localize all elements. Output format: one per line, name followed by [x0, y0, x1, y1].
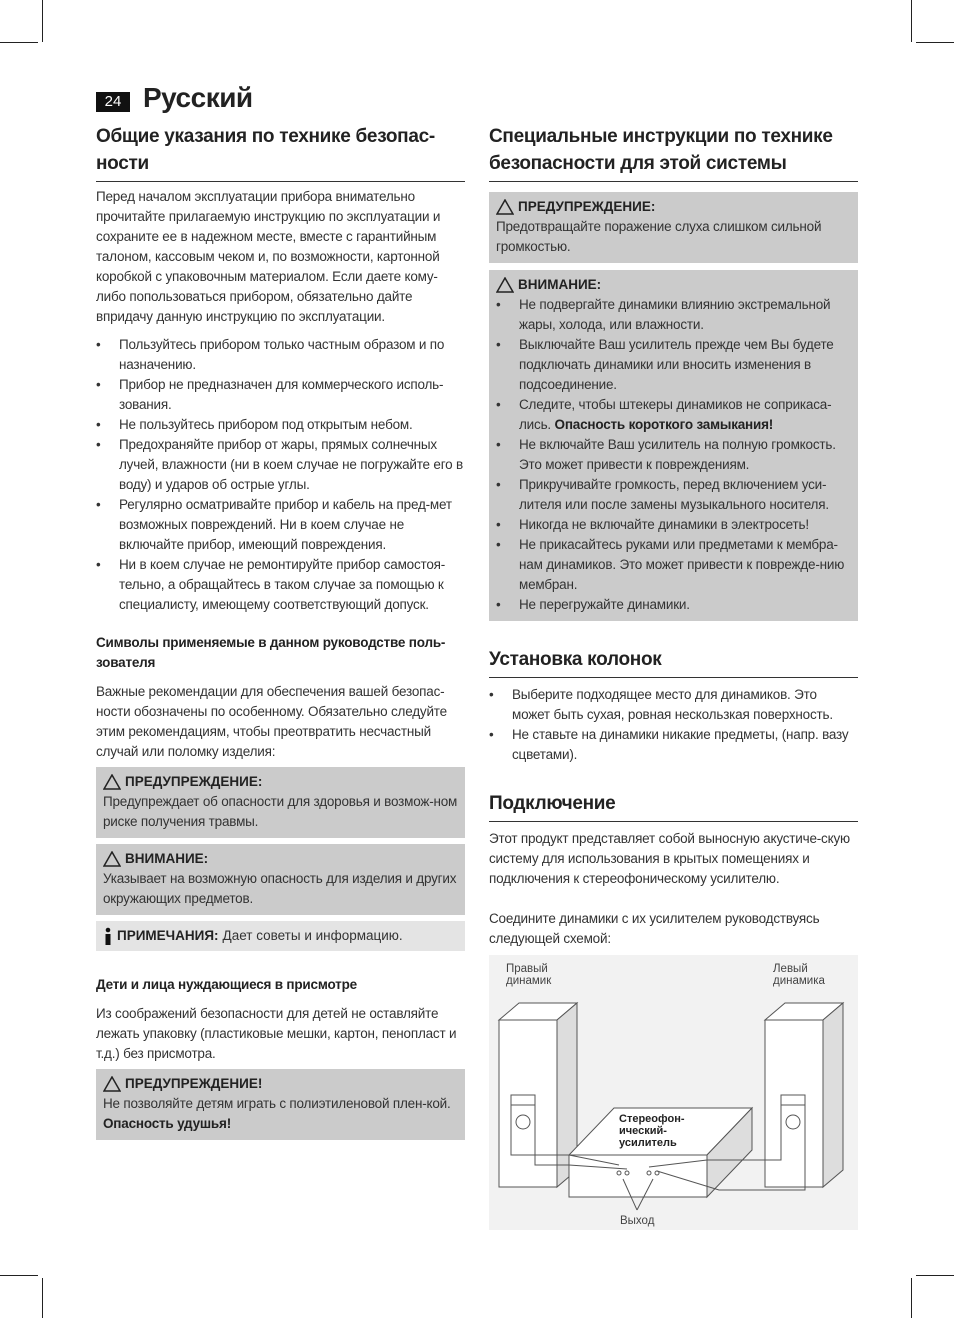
caution-triangle-icon: [496, 277, 514, 293]
crop-mark: [42, 0, 43, 42]
note-box: [96, 921, 465, 951]
caution-triangle-icon: [103, 851, 121, 867]
note-text: Дает советы и информацию.: [222, 928, 403, 943]
children-paragraph: Из соображений безопасности для детей не оставляйте лежать упаковку (пластиковые мешки, картон, пенопласт и т.д.) без присмотра.: [96, 1006, 457, 1061]
caution-box: [96, 844, 465, 915]
caution-text: Указывает на возможную опасность для изделия и других окружающих предметов.: [103, 871, 457, 906]
warning-box: [96, 767, 465, 838]
warning-triangle-icon: [103, 774, 121, 790]
children-warning-bold: Опасность удушья!: [103, 1116, 232, 1131]
children-warning-box: [96, 1069, 465, 1140]
output-label: Выход: [620, 1215, 655, 1227]
list-item: • Не перегружайте динамики.: [496, 595, 851, 615]
warning-triangle-icon: [496, 199, 514, 215]
list-item: • Прибор не предназначен для коммерческого исполь-зования.: [96, 375, 465, 415]
caution-title-text: ВНИМАНИЕ:: [125, 851, 209, 866]
list-item: • Регулярно осматривайте прибор и кабель на пред-мет возможных повреждений. Ни в коем случае не включайте прибор, имеющий повреждения.: [96, 495, 465, 555]
short-circuit-warning: Опасность короткого замыкания!: [554, 417, 774, 432]
note-title: [103, 926, 458, 946]
caution-title: [103, 849, 458, 869]
warning-title: [103, 772, 458, 792]
crop-mark: [911, 0, 912, 42]
children-warning-text: [103, 1094, 458, 1134]
children-warning-title: [103, 1074, 458, 1094]
warning-triangle-icon: [103, 1076, 121, 1092]
speaker-caution-box: [489, 270, 858, 621]
list-item: • Не пользуйтесь прибором под открытым небом.: [96, 415, 465, 435]
special-safety-title: Специальные инструкции по технике безопасности для этой системы: [489, 123, 858, 182]
connection-diagram: [489, 955, 858, 1230]
page-number: 24: [96, 92, 130, 112]
warning-text: Предупреждает об опасности для здоровья и возмож-ном риске получения травмы.: [103, 794, 458, 829]
symbols-heading: Символы применяемые в данном руководстве поль-зователя: [96, 635, 446, 670]
left-speaker-icon: [765, 1003, 843, 1187]
list-item: • Не прикасайтесь руками или предметами к мембра-нам динамиков. Это может привести к поврежде-нию мембран.: [496, 535, 851, 595]
list-item: • Ни в коем случае не ремонтируйте прибор самостоя-тельно, а обращайтесь в таком случае за помощью к специалисту, имеющему соответствующий допуск.: [96, 555, 465, 615]
install-title: Установка колонок: [489, 646, 858, 678]
list-item: • Прикручивайте громкость, перед включением уси-лителя или после замены музыкального носителя.: [496, 475, 851, 515]
connect-paragraph-1: Этот продукт представляет собой выносную акустиче-скую систему для использования в крытых помещениях и подключения к стереофоническому усилителю.: [489, 831, 850, 886]
list-item: • Пользуйтесь прибором только частным образом и по назначению.: [96, 335, 465, 375]
left-speaker-label: Левый динамика: [773, 963, 825, 987]
list-item: • Не ставьте на динамики никакие предметы, (напр. вазу сцветами).: [489, 725, 858, 765]
crop-mark: [916, 42, 954, 43]
diagram-drawing: [489, 955, 858, 1230]
list-item: • Не подвергайте динамики влиянию экстремальной жары, холода, или влажности.: [496, 295, 851, 335]
crop-mark: [0, 42, 38, 43]
caution-list: [496, 295, 851, 615]
speaker-caution-title: [496, 275, 851, 295]
note-title-text: ПРИМЕЧАНИЯ:: [117, 928, 219, 943]
connect-paragraph-2: Соедините динамики с их усилителем руководствуясь следующей схемой:: [489, 911, 820, 946]
list-item: • Не включайте Ваш усилитель на полную громкость. Это может привести к повреждениям.: [496, 435, 851, 475]
speaker-caution-title-text: ВНИМАНИЕ:: [518, 277, 602, 292]
left-column: [96, 123, 465, 1140]
crop-mark: [916, 1275, 954, 1276]
hearing-warning-box: [489, 192, 858, 263]
intro-paragraph: Перед началом эксплуатации прибора внимательно прочитайте прилагаемую инструкцию по эксплуатации и сохраните ее в надежном месте, вместе с гарантийным талоном, кассовым чеком и, по возможности, картонной коробкой с упаковочным материалом. Если даете кому-либо попользоваться прибором, обязательно дайте впридачу данную инструкцию по эксплуатации.: [96, 189, 441, 324]
hearing-warning-title-text: ПРЕДУПРЕЖДЕНИЕ:: [518, 199, 656, 214]
list-item: • Выберите подходящее место для динамиков. Это может быть сухая, ровная нескользкая поверхность.: [489, 685, 858, 725]
info-icon: [103, 927, 113, 945]
warning-title-text: ПРЕДУПРЕЖДЕНИЕ:: [125, 774, 263, 789]
safety-list: [96, 335, 465, 615]
symbols-paragraph: Важные рекомендации для обеспечения вашей безопас-ности обозначены по особенному. Обязательно следуйте этим рекомендациям, чтобы преотвратить несчастный случай или поломку изделия:: [96, 684, 447, 759]
list-item: • Никогда не включайте динамики в электросеть!: [496, 515, 851, 535]
children-warning-body: Не позволяйте детям играть с полиэтиленовой плен-кой.: [103, 1096, 451, 1111]
list-item: • Предохраняйте прибор от жары, прямых солнечных лучей, влажности (ни в коем случае не погружайте его в воду) и ударов об острые углы.: [96, 435, 465, 495]
right-speaker-icon: [499, 1003, 577, 1187]
children-warning-title-text: ПРЕДУПРЕЖДЕНИЕ!: [125, 1076, 263, 1091]
install-list: [489, 685, 858, 765]
right-column: [489, 123, 858, 949]
hearing-warning-text: Предотвращайте поражение слуха слишком сильной громкостью.: [496, 219, 822, 254]
crop-mark: [911, 1278, 912, 1318]
crop-mark: [0, 1275, 38, 1276]
children-heading: Дети и лица нуждающиеся в присмотре: [96, 977, 357, 992]
crop-mark: [42, 1278, 43, 1318]
amplifier-label: Стереофон- ический- усилитель: [619, 1113, 685, 1149]
list-item: • Выключайте Ваш усилитель прежде чем Вы будете подключать динамики или вносить изменения в подсоединение.: [496, 335, 851, 395]
page-language-title: Русский: [143, 82, 253, 113]
list-item: [496, 395, 851, 435]
right-speaker-label: Правый динамик: [506, 963, 552, 987]
connect-title: Подключение: [489, 790, 858, 822]
list-item-text: Следите, чтобы штекеры динамиков не соприкаса-лись.: [519, 397, 832, 432]
hearing-warning-title: [496, 197, 851, 217]
general-safety-title: Общие указания по технике безопас-ности: [96, 123, 465, 182]
